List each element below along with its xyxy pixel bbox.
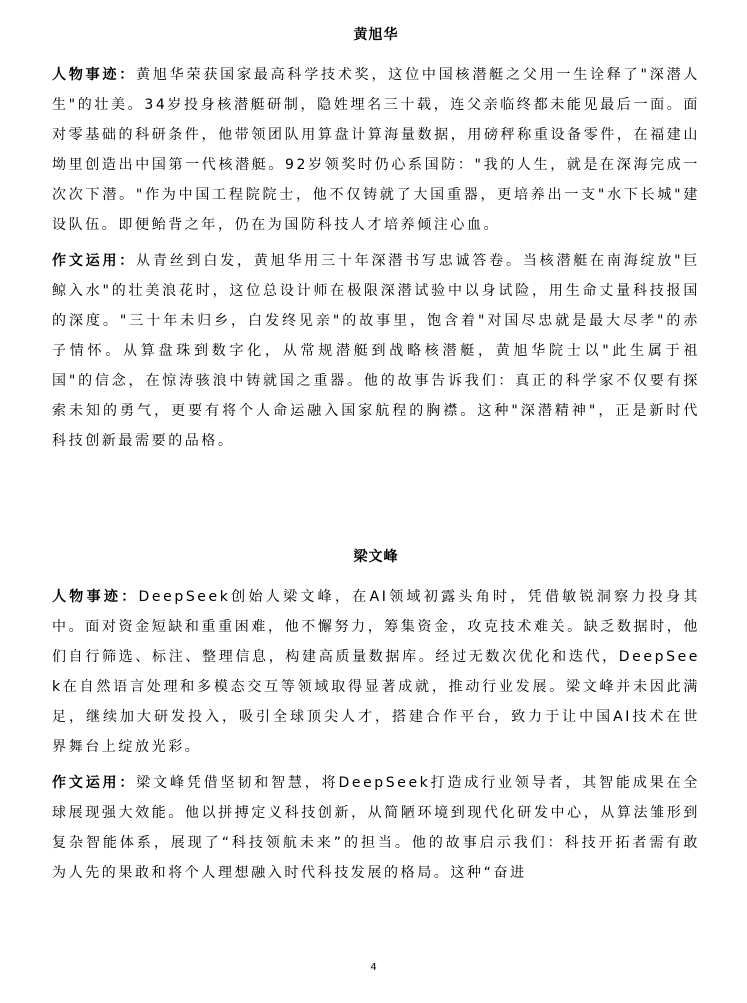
usage-text: 梁文峰凭借坚韧和智慧，将DeepSeek打造成行业领导者，其智能成果在全球展现强大效能。他以拼搏定义科技创新，从简陋环境到现代化研发中心，从算法雏形到复杂智能体系，展现了“科技领航未来”的担当。他的故事启示我们：科技开拓者需有敢为人先的果敢和将个人理想融入时代科技发展的格局。这种“奋进 — [52, 775, 701, 881]
usage-paragraph — [52, 768, 700, 888]
deeds-text: DeepSeek创始人梁文峰，在AI领域初露头角时，凭借敏锐洞察力投身其中。面对资金短缺和重重困难，他不懈努力，筹集资金，攻克技术难关。缺乏数据时，他们自行筛选、标注、整理信息，构建高质量数据库。经过无数次优化和迭代，DeepSeek在自然语言处理和多模态交互等领域取得显著成就，推动行业发展。梁文峰并未因此满足，继续加大研发投入，吸引全球顶尖人才，搭建合作平台，致力于让中国AI技术在世界舞台上绽放光彩。 — [52, 589, 700, 755]
usage-text: 从青丝到白发，黄旭华用三十年深潜书写忠诚答卷。当核潜艇在南海绽放"巨鲸入水"的壮美浪花时，这位总设计师在极限深潜试验中以身试险，用生命丈量科技报国的深度。"三十年未归乡，白发终见亲"的故事里，饱含着"对国尽忠就是最大尽孝"的赤子情怀。从算盘珠到数字化，从常规潜艇到战略核潜艇，黄旭华院士以"此生属于祖国"的信念，在惊涛骇浪中铸就国之重器。他的故事告诉我们：真正的科学家不仅要有探索未知的勇气，更要有将个人命运融入国家航程的胸襟。这种"深潜精神"，正是新时代科技创新最需要的品格。 — [52, 253, 700, 449]
deeds-label: 人物事迹： — [52, 589, 139, 605]
section-title: 梁文峰 — [353, 549, 399, 565]
section-title: 黄旭华 — [353, 27, 399, 43]
section-liang-wenfeng — [52, 546, 700, 888]
deeds-label: 人物事迹： — [52, 67, 137, 83]
usage-label: 作文运用： — [52, 253, 137, 269]
section-huang-xuhua — [52, 24, 700, 456]
page-number: 4 — [370, 962, 377, 973]
deeds-paragraph — [52, 60, 700, 240]
usage-label: 作文运用： — [52, 775, 137, 791]
deeds-text: 黄旭华荣获国家最高科学技术奖，这位中国核潜艇之父用一生诠释了"深潜人生"的壮美。34岁投身核潜艇研制，隐姓埋名三十载，连父亲临终都未能见最后一面。面对零基础的科研条件，他带领团队用算盘计算海量数据，用磅秤称重设备零件，在福建山坳里创造出中国第一代核潜艇。92岁领奖时仍心系国防："我的人生，就是在深海完成一次次下潜。"作为中国工程院院士，他不仅铸就了大国重器，更培养出一支"水下长城"建设队伍。即便鲐背之年，仍在为国防科技人才培养倾注心血。 — [52, 67, 700, 233]
usage-paragraph — [52, 246, 700, 456]
deeds-paragraph — [52, 582, 700, 762]
